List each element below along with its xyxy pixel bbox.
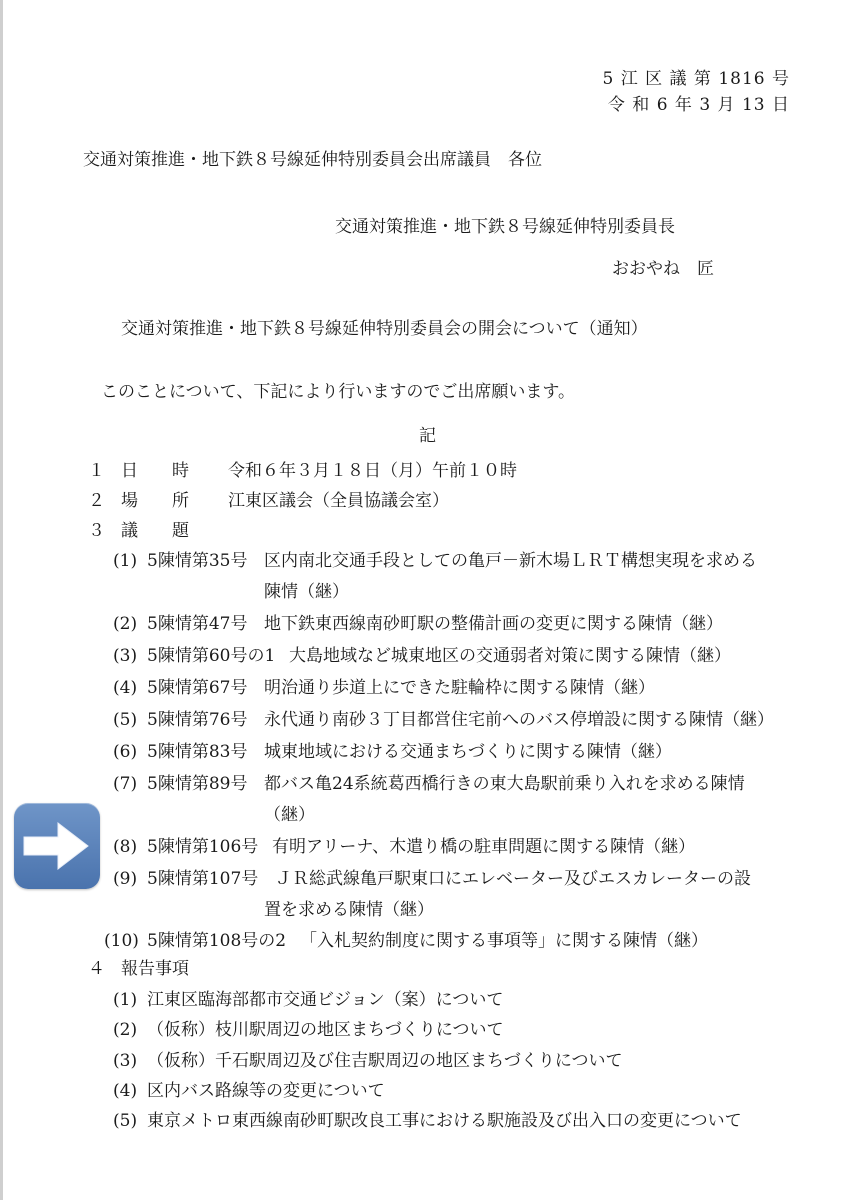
report-item-text: （仮称）千石駅周辺及び住吉駅周辺の地区まちづくりについて [147,1051,623,1071]
report-item-number: (1) [113,990,138,1010]
sender-name: おおやね 匠 [612,259,714,279]
sender-title: 交通対策推進・地下鉄８号線延伸特別委員長 [335,217,675,237]
agenda-item-text: 区内南北交通手段としての亀戸－新木場ＬＲＴ構想実現を求める [264,551,757,571]
right-arrow-icon [14,803,100,889]
agenda-item-ref: 5陳情第107号 [147,869,259,889]
agenda-item-text: 地下鉄東西線南砂町駅の整備計画の変更に関する陳情（継） [264,614,723,634]
section-number: １ [88,461,105,481]
report-item-text: 江東区臨海部都市交通ビジョン（案）について [147,990,504,1010]
agenda-item-number: (9) [113,869,138,889]
agenda-item-number: (8) [113,837,138,857]
section-label: 議 題 [121,521,189,541]
agenda-item-ref: 5陳情第76号 [147,710,248,730]
agenda-item-ref: 5陳情第83号 [147,742,248,762]
meeting-datetime: 令和６年３月１８日（月）午前１０時 [228,461,517,481]
page-edge-line [0,0,3,1200]
section-number: ２ [88,491,105,511]
subject-line: 交通対策推進・地下鉄８号線延伸特別委員会の開会について（通知） [121,319,648,339]
agenda-item-ref: 5陳情第35号 [147,551,248,571]
body-text: このことについて、下記により行いますのでご出席願います。 [101,382,575,402]
report-item-number: (5) [113,1111,138,1131]
addressee: 交通対策推進・地下鉄８号線延伸特別委員会出席議員 各位 [83,150,542,170]
agenda-item-number: (1) [113,551,138,571]
report-item-number: (2) [113,1020,138,1040]
ki-heading: 記 [419,426,436,446]
agenda-item-ref: 5陳情第106号 [147,837,259,857]
agenda-item-number: (10) [104,931,139,951]
report-item-text: （仮称）枝川駅周辺の地区まちづくりについて [147,1020,504,1040]
agenda-item-ref: 5陳情第60号の1 [147,646,276,666]
agenda-item-text: 明治通り歩道上にできた駐輪枠に関する陳情（継） [264,678,655,698]
section-label: 報告事項 [121,959,189,979]
agenda-item-ref: 5陳情第89号 [147,774,248,794]
agenda-item-text-cont: （継） [264,805,315,825]
agenda-item-text: 永代通り南砂３丁目都営住宅前へのバス停増設に関する陳情（継） [264,710,774,730]
agenda-item-number: (3) [113,646,138,666]
agenda-item-ref: 5陳情第47号 [147,614,248,634]
right-arrow-button[interactable] [14,803,100,889]
agenda-item-ref: 5陳情第108号の2 [147,931,287,951]
agenda-item-text: 大島地域など城東地区の交通弱者対策に関する陳情（継） [289,646,731,666]
report-item-number: (3) [113,1051,138,1071]
section-number: ４ [88,959,105,979]
document-date: 令 和 6 年 3 月 13 日 [607,95,790,115]
agenda-item-number: (4) [113,678,138,698]
agenda-item-text: 「入札契約制度に関する事項等」に関する陳情（継） [300,931,708,951]
agenda-item-number: (6) [113,742,138,762]
agenda-item-number: (7) [113,774,138,794]
section-label: 日 時 [121,461,189,481]
report-item-text: 区内バス路線等の変更について [147,1081,385,1101]
section-label: 場 所 [121,491,189,511]
agenda-item-number: (2) [113,614,138,634]
agenda-item-text-cont: 置を求める陳情（継） [264,900,434,920]
report-item-text: 東京メトロ東西線南砂町駅改良工事における駅施設及び出入口の変更について [147,1111,742,1131]
report-item-number: (4) [113,1081,138,1101]
agenda-item-text: 都バス亀24系統葛西橋行きの東大島駅前乗り入れを求める陳情 [264,774,745,794]
agenda-item-text: 有明アリーナ、木遣り橋の駐車問題に関する陳情（継） [272,837,696,857]
agenda-item-number: (5) [113,710,138,730]
document-number: 5 江 区 議 第 1816 号 [602,69,790,89]
agenda-item-text: 城東地域における交通まちづくりに関する陳情（継） [264,742,672,762]
agenda-item-text: ＪＲ総武線亀戸駅東口にエレベーター及びエスカレーターの設 [275,869,751,889]
agenda-item-ref: 5陳情第67号 [147,678,248,698]
section-number: ３ [88,521,105,541]
agenda-item-text-cont: 陳情（継） [264,582,349,602]
meeting-place: 江東区議会（全員協議会室） [228,491,449,511]
